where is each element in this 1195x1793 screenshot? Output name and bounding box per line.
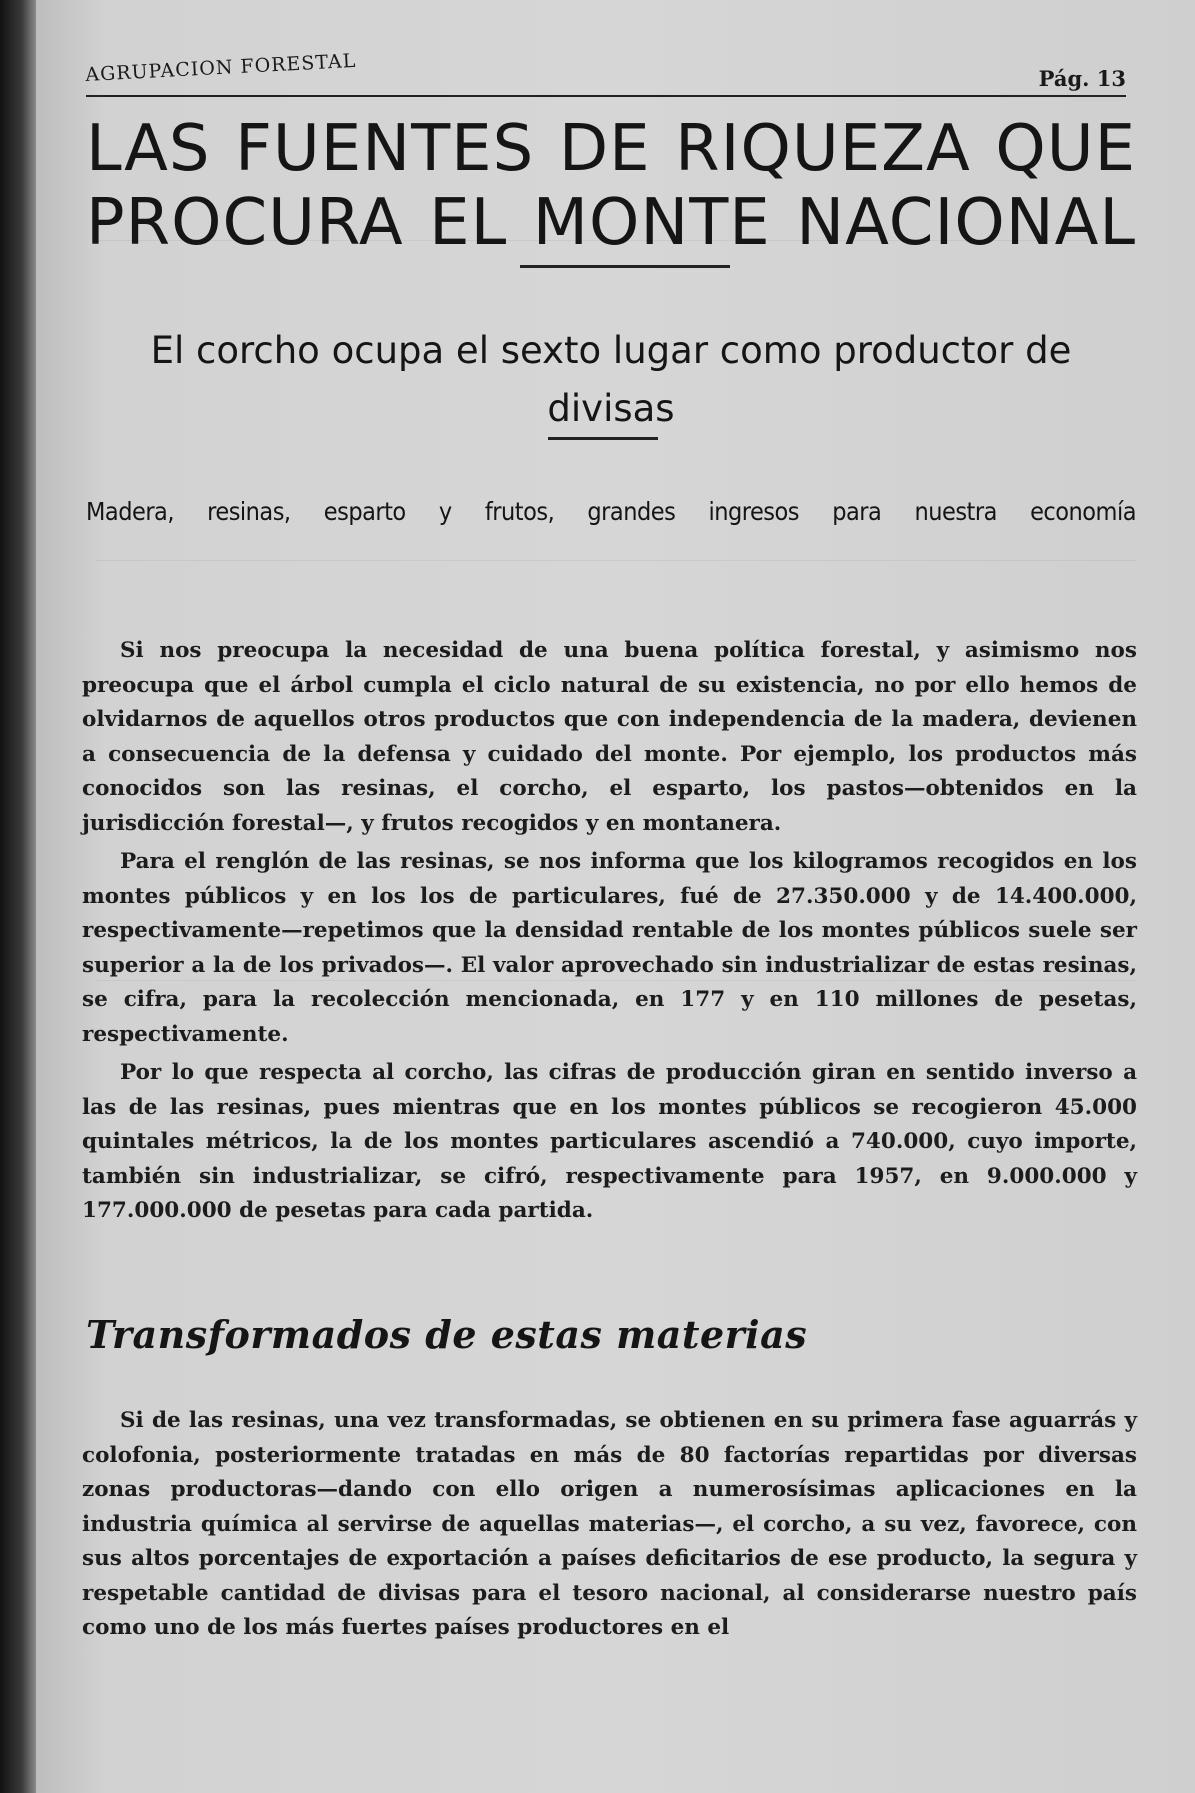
book-binding xyxy=(0,0,36,1793)
subtitle-divider xyxy=(548,437,658,440)
page-number: Pág. 13 xyxy=(1038,66,1126,91)
section-body xyxy=(82,1404,1137,1650)
article-deck: Madera, resinas, esparto y frutos, grandes ingresos para nuestra economía xyxy=(86,497,1136,526)
title-divider xyxy=(520,265,730,268)
running-head xyxy=(84,48,1126,91)
article-title: LAS FUENTES DE RIQUEZA QUE PROCURA EL MONTE NACIONAL xyxy=(86,112,1136,260)
section-heading: Transformados de estas materias xyxy=(86,1312,808,1357)
paragraph: Si nos preocupa la necesidad de una buena política forestal, y asimismo nos preocupa que el árbol cumpla el ciclo natural de su existencia, no por ello hemos de olvidarnos de aquellos otros productos que con independencia de la madera, devienen a consecuencia de la defensa y cuidado del monte. Por ejemplo, los productos más conocidos son las resinas, el corcho, el esparto, los pastos—obtenidos en la jurisdicción forestal—, y frutos recogidos y en montanera. xyxy=(82,638,1137,836)
header-rule xyxy=(86,95,1126,97)
journal-name: AGRUPACION FORESTAL xyxy=(84,49,357,86)
paragraph: Por lo que respecta al corcho, las cifras de producción giran en sentido inverso a las de las resinas, pues mientras que en los montes públicos se recogieron 45.000 quintales métricos, la de los montes particulares ascendió a 740.000, cuyo importe, también sin industrializar, se cifró, respectivamente para 1957, en 9.000.000 y 177.000.000 de pesetas para cada partida. xyxy=(82,1060,1137,1223)
article-subtitle: El corcho ocupa el sexto lugar como productor de divisas xyxy=(150,329,1072,430)
magazine-page xyxy=(36,0,1195,1793)
paragraph: Si de las resinas, una vez transformadas, se obtienen en su primera fase aguarrás y colofonia, posteriormente tratadas en más de 80 factorías repartidas por diversas zonas productoras—dando con ello origen a numerosísimas aplicaciones en la industria química al servirse de aquellas materias—, el corcho, a su vez, favorece, con sus altos porcentajes de exportación a países deficitarios de ese producto, la segura y respetable cantidad de divisas para el tesoro nacional, al considerarse nuestro país como uno de los más fuertes países productores en el xyxy=(82,1408,1137,1640)
show-through-line xyxy=(96,560,1136,561)
article-body xyxy=(82,634,1137,1233)
paragraph: Para el renglón de las resinas, se nos informa que los kilogramos recogidos en los montes públicos y en los los de particulares, fué de 27.350.000 y de 14.400.000, respectivamente—repetimos que la densidad rentable de los montes públicos suele ser superior a la de los privados—. El valor aprovechado sin industrializar de estas resinas, se cifra, para la recolección mencionada, en 177 y en 110 millones de pesetas, respectivamente. xyxy=(82,849,1137,1047)
